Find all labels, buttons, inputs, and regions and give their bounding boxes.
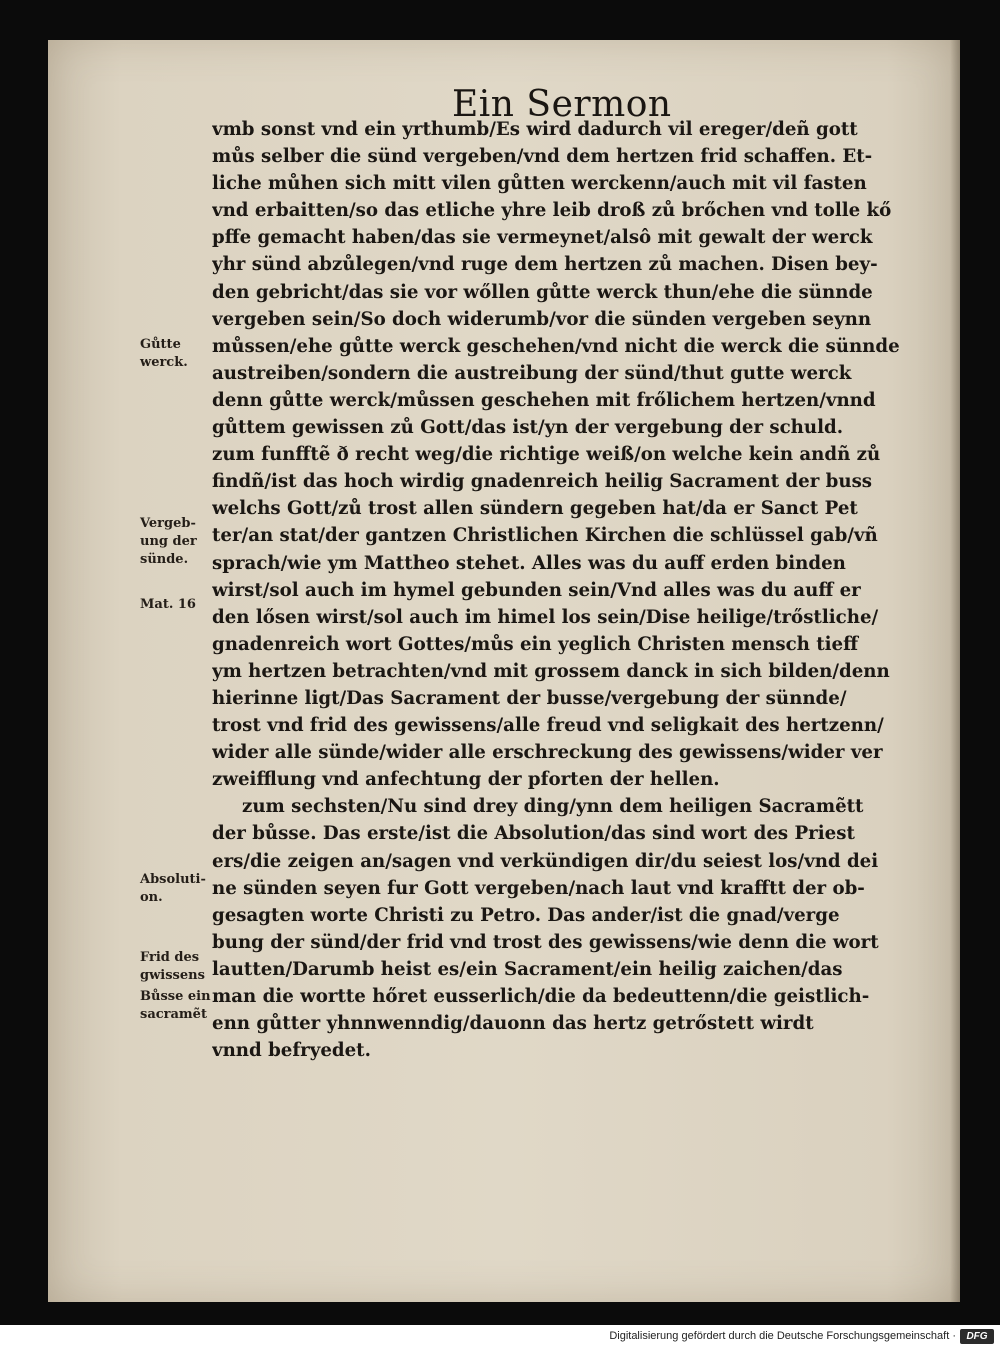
text-line: ne sünden seyen fur Gott vergeben/nach laut vnd krafftt der ob‑: [212, 877, 865, 899]
text-line: trost vnd frid des gewissens/alle freud vnd seligkait des hertzenn/: [212, 715, 884, 737]
text-line: den lősen wirst/sol auch im himel los sein/Dise heilige/trőstliche/: [212, 606, 879, 628]
margin-note-matthew: [140, 596, 220, 614]
running-head: Ein Sermon: [452, 84, 672, 125]
text-line: gnadenreich wort Gottes/můs ein yeglich Christen mensch tieff: [212, 633, 859, 655]
text-line: sprach/wie ym Mattheo stehet. Alles was du auff erden binden: [212, 552, 846, 574]
text-line: vmb sonst vnd ein yrthumb/Es wird dadurch vil ereger/deñ gott: [212, 119, 858, 140]
text-line: denn gůtte werck/můssen geschehen mit frőlichem hertzen/vnnd: [212, 389, 876, 411]
text-line: můs selber die sünd vergeben/vnd dem hertzen frid schaffen. Et‑: [212, 146, 873, 168]
margin-note-line: ung der: [140, 534, 197, 549]
text-line: zum funfftẽ ð recht weg/die richtige weiß/on welche kein andñ zů: [212, 444, 881, 466]
margin-note-line: on.: [140, 890, 163, 905]
text-line: vnnd befryedet.: [212, 1040, 371, 1062]
body-text: [212, 116, 902, 1064]
margin-note-line: gwissens: [140, 968, 205, 983]
text-line: findñ/ist das hoch wirdig gnadenreich heilig Sacrament der buss: [212, 471, 873, 493]
text-line: wider alle sünde/wider alle erschreckung des gewissens/wider ver: [212, 742, 883, 764]
text-line: austreiben/sondern die austreibung der sünd/thut gutte werck: [212, 362, 852, 384]
text-line: yhr sünd abzůlegen/vnd ruge dem hertzen zů machen. Disen bey‑: [212, 254, 878, 276]
text-line: enn gůtter yhnnwenndig/dauonn das hertz getrőstett wirdt: [212, 1013, 814, 1035]
text-line: ers/die zeigen an/sagen vnd verkündigen dir/du seiest los/vnd dei: [212, 850, 879, 872]
text-line: vergeben sein/So doch widerumb/vor die sünden vergeben seynn: [212, 308, 872, 330]
margin-note-line: sünde.: [140, 552, 189, 567]
text-line: welchs Gott/zů trost allen sündern gegeben hat/da er Sanct Pet: [212, 498, 858, 520]
text-line: bung der sünd/der frid vnd trost des gewissens/wie denn die wort: [212, 931, 879, 953]
page-edge-shadow: [950, 40, 960, 1302]
text-line: wirst/sol auch im hymel gebunden sein/Vnd alles was du auff er: [212, 579, 861, 601]
text-line: pffe gemacht haben/das sie vermeynet/alsô mit gewalt der werck: [212, 227, 873, 249]
text-line: ym hertzen betrachten/vnd mit grossem danck in sich bilden/denn: [212, 660, 890, 682]
footer-bar: [0, 1325, 1000, 1349]
text-line: zweifflung vnd anfechtung der pforten der hellen.: [212, 769, 720, 791]
margin-note-line: Frid des: [140, 950, 200, 965]
text-line: ter/an stat/der gantzen Christlichen Kirchen die schlüssel gab/vñ: [212, 525, 878, 547]
margin-note-line: Vergeb‑: [140, 516, 196, 531]
text-line: man die wortte hőret eusserlich/die da bedeuttenn/die geistlich‑: [212, 986, 870, 1007]
margin-note-vergebung: [140, 515, 220, 569]
margin-note-line: Bůsse ein: [140, 989, 211, 1004]
margin-note-absolution: [140, 871, 220, 907]
text-line: der bůsse. Das erste/ist die Absolution/das sind wort des Priest: [212, 823, 855, 845]
margin-note-busse: [140, 988, 220, 1024]
margin-note-line: Mat. 16: [140, 597, 196, 612]
text-line: gůttem gewissen zů Gott/das ist/yn der vergebung der schuld.: [212, 417, 844, 439]
margin-note-frid: [140, 949, 220, 985]
margin-note-line: Gůtte: [140, 337, 181, 352]
text-line: liche můhen sich mitt vilen gůtten werckenn/auch mit vil fasten: [212, 173, 867, 195]
margin-note-gutte-werck: [140, 336, 220, 372]
dfg-logo-icon: DFG: [960, 1329, 994, 1344]
text-line: hierinne ligt/Das Sacrament der busse/vergebung der sünnde/: [212, 687, 847, 709]
margin-note-line: werck.: [140, 355, 188, 370]
margin-note-line: sacramẽt: [140, 1007, 207, 1022]
text-line: vnd erbaitten/so das etliche yhre leib droß zů brőchen vnd tolle kő: [212, 200, 892, 222]
text-line: gesagten worte Christi zu Petro. Das ander/ist die gnad/verge: [212, 904, 840, 926]
text-line: den gebricht/das sie vor wőllen gůtte werck thun/ehe die sünnde: [212, 281, 873, 303]
funding-credit: Digitalisierung gefördert durch die Deutsche Forschungsgemeinschaft ·: [609, 1330, 956, 1342]
text-line: zum sechsten/Nu sind drey ding/ynn dem heiligen Sacramẽtt: [242, 796, 864, 818]
text-line: můssen/ehe gůtte werck geschehen/vnd nicht die werck die sünnde: [212, 335, 900, 357]
text-line: lautten/Darumb heist es/ein Sacrament/ein heilig zaichen/das: [212, 958, 843, 980]
margin-note-line: Absoluti‑: [140, 872, 206, 887]
